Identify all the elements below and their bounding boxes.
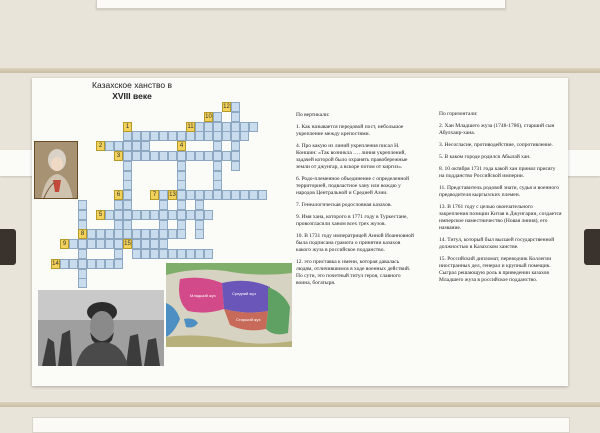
map-label-3: Старший жуз bbox=[236, 317, 261, 322]
clue-down-item: 7. Генеалогическая родословная казахов. bbox=[296, 202, 392, 208]
clue-across-item: 8. 10 октября 1731 года какой хан принял присягу на подданство Российской империи. bbox=[439, 166, 556, 179]
crossword-number-cell: 3 bbox=[114, 151, 123, 161]
crossword-number-cell: 9 bbox=[60, 239, 69, 249]
crossword-number-cell: 6 bbox=[114, 190, 123, 200]
khan-photo bbox=[38, 290, 164, 366]
crossword-number-cell: 14 bbox=[52, 260, 59, 267]
map-image bbox=[166, 263, 292, 347]
map-label-1: Младший жуз bbox=[190, 293, 216, 298]
clue-across-item: 11. Представитель родовой знати, судья и военного предводителя кыргызских племен. bbox=[439, 185, 559, 198]
crossword-number-cell: 7 bbox=[150, 190, 159, 200]
empress-portrait bbox=[34, 141, 78, 199]
divider-bar-top bbox=[0, 68, 600, 73]
crossword-number-cell: 8 bbox=[78, 229, 87, 239]
slide-title-line2: XVIII веке bbox=[112, 91, 152, 101]
clues-across bbox=[439, 111, 562, 289]
clue-across-item: 5. В каком городе родился Абылай хан. bbox=[439, 154, 531, 160]
clue-across-item: 14. Титул, который был высшей государственной должностью в Казахском ханстве. bbox=[439, 237, 555, 250]
crossword-number-cell: 13 bbox=[169, 192, 176, 199]
kazakh-khanate-map bbox=[166, 263, 292, 347]
clue-down-item: 9. Имя хана, которого в 1771 году в Туркестане, провозгласили ханом всех трех жузов. bbox=[296, 214, 408, 227]
clue-across-item: 15. Российский дипломат, переводчик Коллегии иностранных дел, генерал и крупный помещик. Сыграл решающую роль в приведении казахов Младшего жуза в российское подданство. bbox=[439, 256, 552, 283]
crossword-number-cell: 10 bbox=[205, 113, 212, 120]
clues-down bbox=[296, 112, 416, 292]
slide-title bbox=[72, 80, 192, 102]
clues-across-heading: По горизонтали: bbox=[439, 111, 478, 117]
divider-bar-bottom bbox=[0, 402, 600, 407]
clue-down-item: 1. Как называется передовой пост, небольшое укрепление между крепостями. bbox=[296, 124, 404, 137]
clue-down-item: 6. Родо-племенное объединение с определенной территорией, подвластное хану или вождю у народов Центральной и Средней Азии. bbox=[296, 176, 410, 196]
crossword-number-cell: 5 bbox=[96, 210, 105, 220]
crossword-number-cell: 2 bbox=[96, 141, 105, 151]
clue-across-item: 2. Хан Младшего жуза (1748-1786), старший сын Абулхаир-хана. bbox=[439, 123, 555, 136]
crossword-number-cell: 12 bbox=[223, 104, 230, 110]
crossword-number-cell: 15 bbox=[124, 241, 131, 248]
clue-across-item: 3. Несогласие, противодействие, сопротивление. bbox=[439, 142, 553, 148]
clue-down-item: 4. Про какую из линий укрепления писал Н. Коншин: «Так возникла …. линия укреплений, задачей которой было охранять правобережные земли от джунгар, а вскоре потом от киргиз». bbox=[296, 143, 408, 170]
clue-down-item: 12. это приставка к имени, которая давалась людям, отличившимся в ходе военных действий. По сути, это почетный титул героя, славного воина, богатыря. bbox=[296, 259, 411, 286]
binder-clip-left bbox=[0, 229, 16, 265]
binder-clip-right bbox=[584, 229, 600, 265]
previous-slide-frame bbox=[96, 0, 506, 9]
crossword-number-cell: 11 bbox=[187, 123, 194, 130]
crossword-number-cell: 4 bbox=[177, 141, 186, 151]
khan-photo-image bbox=[38, 290, 164, 366]
crossword-number-cell: 1 bbox=[123, 122, 132, 132]
clues-down-heading: По вертикали: bbox=[296, 112, 330, 118]
map-label-2: Средний жуз bbox=[232, 291, 256, 296]
empress-portrait-image bbox=[35, 142, 78, 199]
clue-down-item: 10. В 1731 году императрицей Анной Иоанновной была подписана грамота о принятии казахов какого жуза в российское подданство. bbox=[296, 233, 414, 253]
clue-across-item: 13. В 1761 году с целью окончательного закрепления позиции Китая в Джунгарии, создается имперское наместничество (Новая линия), его название. bbox=[439, 204, 562, 231]
slide-title-line1: Казахское ханство в bbox=[92, 80, 172, 90]
